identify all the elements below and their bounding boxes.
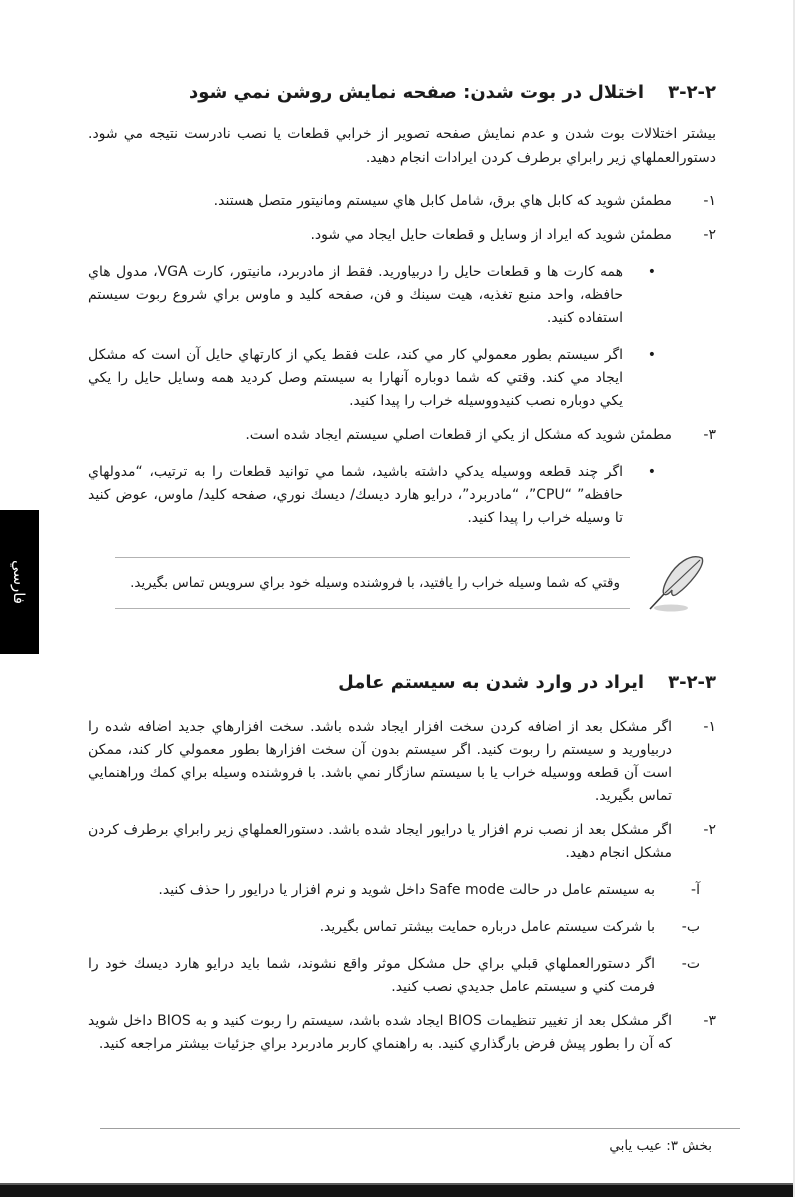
bullet-marker: •	[647, 347, 656, 363]
item-text: اگر سيستم بطور معمولي كار مي كند، علت فقط يكي از كارتهاي حايل آن است كه مشكل ايجاد مي كند. وقتي كه شما دوباره آنهارا به سيستم وصل كرديد همه وسايل حايل را يكي يكي دوباره نصب كنيدووسيله خراب را پيدا كنيد.	[88, 347, 623, 409]
bullet-item	[88, 344, 656, 413]
note-text: وقتي كه شما وسيله خراب را يافتيد، با فروشنده وسيله خود براي سرويس تماس بگيريد.	[115, 557, 630, 609]
list-item	[88, 1010, 716, 1056]
sub-item	[88, 916, 700, 939]
section-heading-boot	[88, 80, 716, 106]
item-text: اگر مشكل بعد از اضافه كردن سخت افزار ايجاد شده باشد. سخت افزارهاي جديد اضافه شده را دربياوريد و سيستم را ربوت كنيد. اگر سيستم بدون آن سخت افزارها بطور معمولي كار كند، ممكن است آن قطعه ووسيله خراب يا با سيستم سازگار نمي باشد. با فروشنده وسيله براي كمك وراهنمايي تماس بگيريد.	[88, 719, 672, 804]
bullet-marker: •	[647, 464, 656, 480]
boot-list	[88, 190, 716, 530]
item-text: همه كارت ها و قطعات حايل را دربياوريد. فقط از مادربرد، مانيتور، كارت VGA، مدول هاي حافظه، واحد منبع تغذيه، هيت سينك و فن، صفحه كليد و ماوس براي شروع ربوت سيستم استفاده كنيد.	[88, 264, 624, 326]
item-marker: ۳-	[703, 427, 716, 443]
bullet-item	[88, 261, 656, 330]
item-marker: ۲-	[703, 227, 716, 243]
note-box	[88, 552, 716, 614]
footer-text: بخش ۳: عيب يابي	[609, 1138, 712, 1154]
item-marker: آ-	[691, 882, 700, 898]
language-tab-label: فارسي	[10, 559, 29, 605]
list-item	[88, 224, 716, 247]
bullet-item	[88, 461, 656, 530]
item-text: اگر مشكل بعد از تغيير تنظيمات BIOS ايجاد شده باشد، سيستم را ربوت كنيد و به BIOS داخل شويد كه آن را بطور پيش فرض بارگذاري كنيد. به راهنماي كاربر مادربرد براي جزئيات بيشتر مراجعه كنيد.	[88, 1013, 672, 1052]
item-marker: ۳-	[703, 1013, 716, 1029]
section-number: ۳-۲-۲	[668, 82, 716, 103]
language-side-tab	[0, 510, 39, 654]
item-marker: ۱-	[703, 193, 716, 209]
list-item	[88, 819, 716, 865]
list-item	[88, 190, 716, 213]
os-list	[88, 716, 716, 1056]
item-text: با شركت سيستم عامل درباره حمايت بيشتر تماس بگيريد.	[319, 919, 655, 935]
item-text: مطمئن شويد كه مشكل از يكي از قطعات اصلي سيستم ايجاد شده است.	[245, 427, 672, 443]
list-item	[88, 424, 716, 447]
item-text: مطمئن شويد كه ايراد از وسايل و قطعات حايل ايجاد مي شود.	[310, 227, 672, 243]
item-marker: ۱-	[703, 719, 716, 735]
quill-icon	[640, 552, 716, 614]
section-title: ايراد در وارد شدن به سيستم عامل	[338, 672, 645, 693]
bullet-marker: •	[647, 264, 656, 280]
sub-item	[88, 953, 700, 999]
item-marker: ب-	[681, 919, 700, 935]
sub-item	[88, 879, 700, 902]
list-item	[88, 716, 716, 808]
section-number: ۳-۲-۳	[668, 672, 716, 693]
item-text: مطمئن شويد كه كابل هاي برق، شامل كابل هاي سيستم ومانيتور متصل هستند.	[213, 193, 672, 209]
item-marker: ۲-	[703, 822, 716, 838]
item-marker: ت-	[681, 956, 700, 972]
item-text: به سيستم عامل در حالت Safe mode داخل شويد و نرم افزار يا درايور را حذف كنيد.	[158, 882, 655, 898]
section-intro: بيشتر اختلالات بوت شدن و عدم نمايش صفحه تصوير از خرابي قطعات يا نصب نادرست نتيجه مي شود. دستورالعملهاي زير رابراي برطرف كردن ايرادات انجام دهيد.	[88, 126, 716, 166]
item-text: اگر چند قطعه ووسيله يدكي داشته باشيد، شما مي توانيد قطعات را به ترتيب، “مدولهاي حافظه” “CPU”، “مادربرد”، درايو هارد ديسك/ ديسك نوري، صفحه كليد/ ماوس، عوض كنيد تا وسيله خراب را پيدا كنيد.	[88, 464, 623, 526]
page-footer	[100, 1128, 740, 1154]
item-text: اگر دستورالعملهاي قبلي براي حل مشكل موثر واقع نشوند، شما بايد درايو هارد ديسك خود را فرمت كني و سيستم عامل جديدي نصب كنيد.	[88, 956, 655, 995]
section-heading-os	[88, 670, 716, 696]
item-text: اگر مشكل بعد از نصب نرم افزار يا درايور ايجاد شده باشد. دستورالعملهاي زير رابراي برطرف كردن مشكل انجام دهيد.	[88, 822, 672, 861]
scan-bottom-band	[0, 1183, 795, 1197]
section-title: اختلال در بوت شدن: صفحه نمايش روشن نمي شود	[189, 82, 645, 103]
